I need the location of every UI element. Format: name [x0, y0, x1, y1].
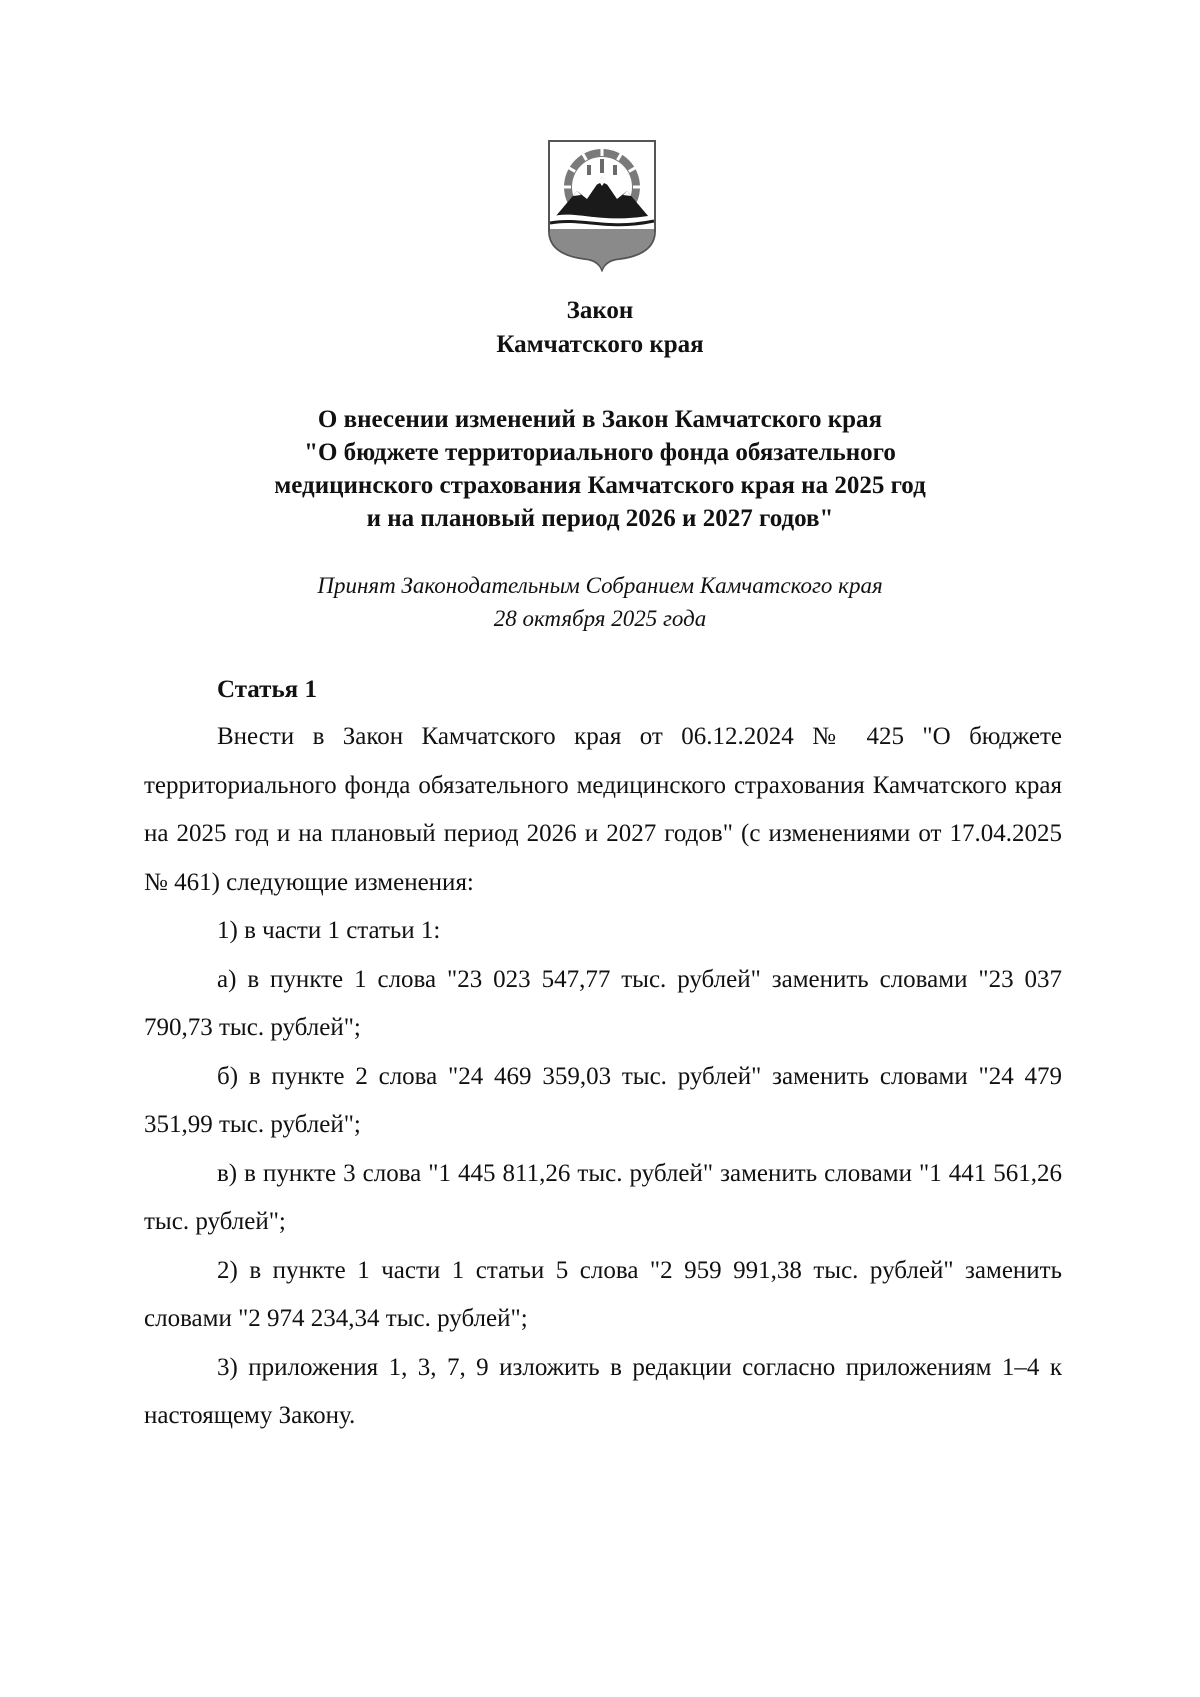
law-subject-line1: О внесении изменений в Закон Камчатского края	[317, 406, 883, 433]
article-paragraph: Внести в Закон Камчатского края от 06.12.2024 № 425 "О бюджете территориального фонда обязательного медицинского страхования Камчатского края на 2025 год и на плановый период 2026 и 2027 годов" (с изменениями от 17.04.2025 № 461) следующие изменения:	[144, 723, 1062, 896]
article-paragraph: б) в пункте 2 слова "24 469 359,03 тыс. рублей" заменить словами "24 479 351,99 тыс. рублей";	[144, 1062, 1062, 1138]
law-title	[0, 294, 1200, 362]
article-paragraph: а) в пункте 1 слова "23 023 547,77 тыс. рублей" заменить словами "23 037 790,73 тыс. рублей";	[144, 965, 1062, 1041]
article-paragraph: в) в пункте 3 слова "1 445 811,26 тыс. рублей" заменить словами "1 441 561,26 тыс. рублей";	[144, 1159, 1062, 1235]
law-subject	[0, 403, 1200, 535]
adoption-note-line1: Принят Законодательным Собранием Камчатского края	[317, 573, 883, 598]
article-heading: Статья 1	[217, 676, 317, 703]
article-paragraph: 1) в части 1 статьи 1:	[217, 917, 441, 944]
article-body	[144, 713, 1062, 1441]
adoption-note	[0, 569, 1200, 635]
law-subject-line3: медицинского страхования Камчатского края на 2025 год	[274, 472, 926, 499]
law-title-line1: Закон	[566, 297, 634, 324]
law-subject-line2: "О бюджете территориального фонда обязательного	[304, 439, 896, 466]
article-paragraph: 2) в пункте 1 части 1 статьи 5 слова "2 959 991,38 тыс. рублей" заменить словами "2 974 234,34 тыс. рублей";	[144, 1256, 1062, 1332]
kamchatka-coat-of-arms-icon	[547, 139, 657, 272]
law-subject-line4: и на плановый период 2026 и 2027 годов"	[366, 505, 834, 532]
adoption-date: 28 октября 2025 года	[493, 606, 707, 631]
article-paragraph: 3) приложения 1, 3, 7, 9 изложить в редакции согласно приложениям 1–4 к настоящему Закону.	[144, 1353, 1062, 1429]
law-title-line2: Камчатского края	[496, 331, 704, 358]
